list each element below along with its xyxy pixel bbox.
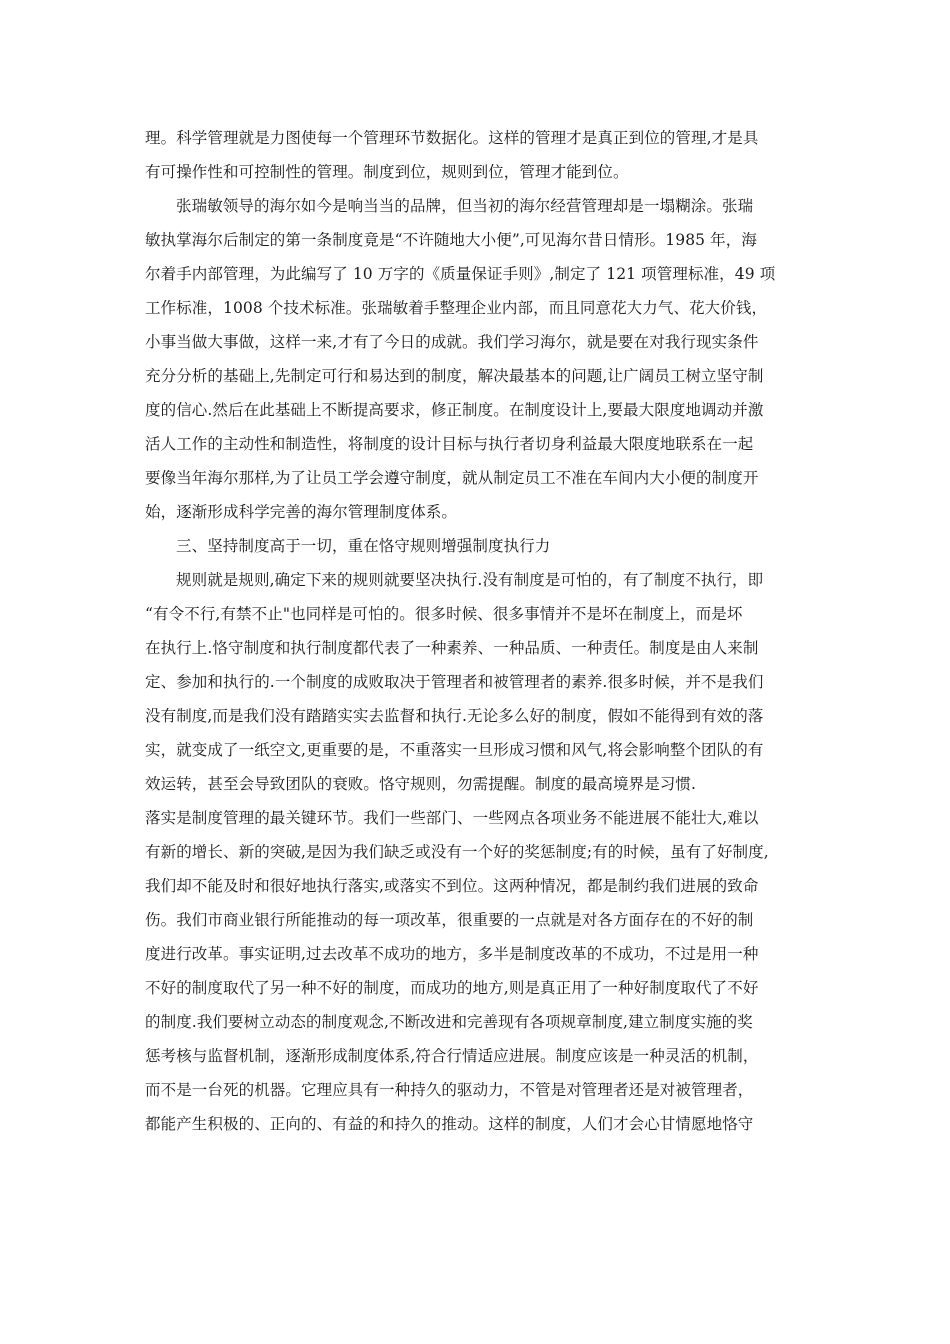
text-line: 三、坚持制度高于一切，重在恪守规则增强制度执行力	[176, 537, 551, 555]
text-line: 定、参加和执行的.一个制度的成败取决于管理者和被管理者的素养.很多时候，并不是我们	[145, 673, 764, 691]
text-line: 度进行改革。事实证明,过去改革不成功的地方，多半是制度改革的不成功，不过是用一种	[145, 945, 759, 963]
text-line: 没有制度,而是我们没有踏踏实实去监督和执行.无论多么好的制度，假如不能得到有效的落	[145, 707, 764, 725]
text-line: 规则就是规则,确定下来的规则就要坚决执行.没有制度是可怕的，有了制度不执行，即	[176, 571, 764, 589]
text-line: 伤。我们市商业银行所能推动的每一项改革，很重要的一点就是对各方面存在的不好的制	[145, 911, 754, 929]
text-line: 尔着手内部管理，为此编写了 10 万字的《质量保证手则》,制定了 121 项管理标准，49 项	[145, 265, 776, 283]
document-body	[145, 121, 815, 1141]
text-line: 有可操作性和可控制性的管理。制度到位，规则到位，管理才能到位。	[145, 163, 629, 181]
text-line: 惩考核与监督机制，逐渐形成制度体系,符合行情适应进展。制度应该是一种灵活的机制，	[145, 1047, 759, 1065]
text-line: 小事当做大事做，这样一来,才有了今日的成就。我们学习海尔，就是要在对我行现实条件	[145, 333, 759, 351]
text-line: 落实是制度管理的最关键环节。我们一些部门、一些网点各项业务不能进展不能壮大,难以	[145, 809, 759, 827]
text-line: 实，就变成了一纸空文,更重要的是，不重落实一旦形成习惯和风气,将会影响整个团队的有	[145, 741, 764, 759]
text-line: 张瑞敏领导的海尔如今是响当当的品牌，但当初的海尔经营管理却是一塌糊涂。张瑞	[176, 197, 754, 215]
text-line: 要像当年海尔那样,为了让员工学会遵守制度，就从制定员工不准在车间内大小便的制度开	[145, 469, 759, 487]
text-line: 活人工作的主动性和制造性，将制度的设计目标与执行者切身利益最大限度地联系在一起	[145, 435, 754, 453]
text-line: 工作标准，1008 个技术标准。张瑞敏着手整理企业内部，而且同意花大力气、花大价钱，	[145, 299, 768, 317]
text-line: 度的信心.然后在此基础上不断提高要求，修正制度。在制度设计上,要最大限度地调动并激	[145, 401, 764, 419]
text-line: 有新的增长、新的突破,是因为我们缺乏或没有一个好的奖惩制度;有的时候，虽有了好制度,	[145, 843, 769, 861]
text-line: 理。科学管理就是力图使每一个管理环节数据化。这样的管理才是真正到位的管理,才是具	[145, 129, 759, 147]
text-line: 不好的制度取代了另一种不好的制度，而成功的地方,则是真正用了一种好制度取代了不好	[145, 979, 759, 997]
text-line: 始，逐渐形成科学完善的海尔管理制度体系。	[145, 503, 458, 521]
text-line: 充分分析的基础上,先制定可行和易达到的制度，解决最基本的问题,让广阔员工树立坚守制	[145, 367, 764, 385]
text-line: 都能产生积极的、正向的、有益的和持久的推动。这样的制度，人们才会心甘情愿地恪守	[145, 1115, 754, 1133]
text-line: 我们却不能及时和很好地执行落实,或落实不到位。这两种情况，都是制约我们进展的致命	[145, 877, 759, 895]
text-line: 在执行上.恪守制度和执行制度都代表了一种素养、一种品质、一种责任。制度是由人来制	[145, 639, 759, 657]
text-line: “有令不行,有禁不止"也同样是可怕的。很多时候、很多事情并不是坏在制度上，而是坏	[145, 605, 743, 623]
text-line: 效运转，甚至会导致团队的衰败。恪守规则，勿需提醒。制度的最高境界是习惯.	[145, 775, 697, 793]
text-line: 敏执掌海尔后制定的第一条制度竟是“不许随地大小便”,可见海尔昔日情形。1985 年，海	[145, 231, 757, 249]
text-line: 的制度.我们要树立动态的制度观念,不断改进和完善现有各项规章制度,建立制度实施的奖	[145, 1013, 753, 1031]
text-line: 而不是一台死的机器。它理应具有一种持久的驱动力，不管是对管理者还是对被管理者，	[145, 1081, 754, 1099]
